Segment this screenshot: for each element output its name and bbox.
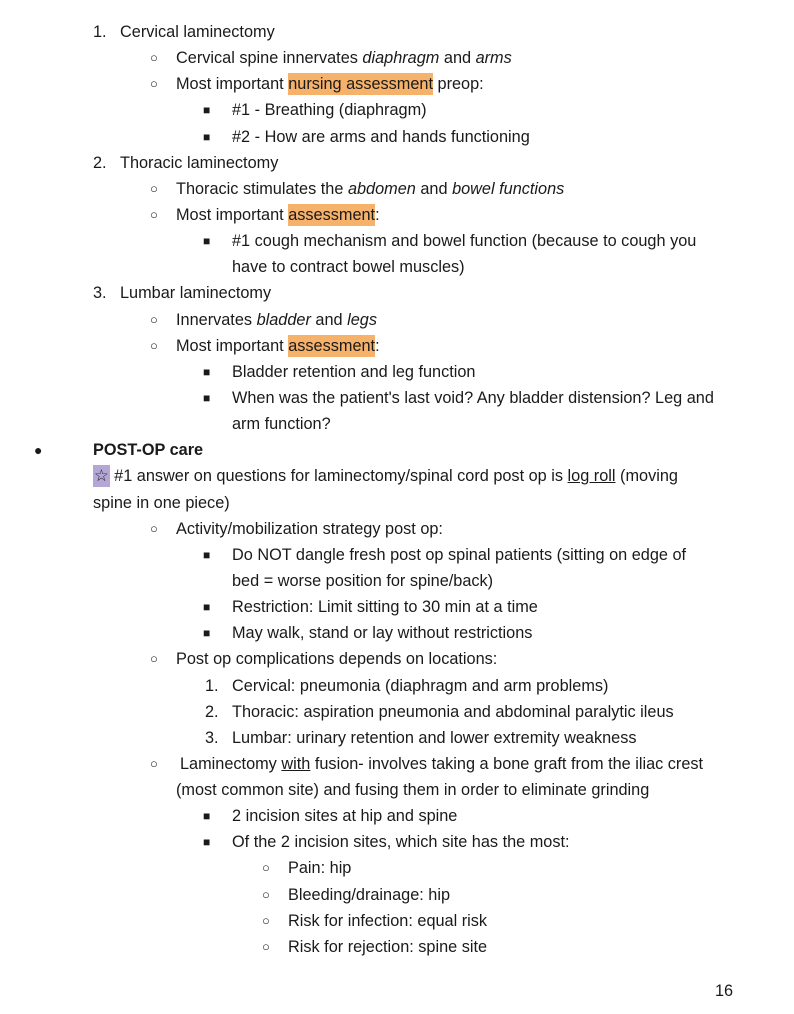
text-segment: #1 answer on questions for laminectomy/spinal cord post op is bbox=[109, 467, 568, 486]
highlighted-text: nursing assessment bbox=[288, 75, 433, 94]
list-item-text bbox=[232, 542, 686, 568]
list-item bbox=[0, 333, 794, 359]
list-item bbox=[0, 228, 794, 254]
list-item bbox=[0, 385, 794, 411]
square-bullet-icon: ■ bbox=[203, 626, 211, 641]
list-item-text bbox=[232, 699, 674, 725]
text-segment: Cervical laminectomy bbox=[120, 23, 275, 41]
list-item-text bbox=[232, 594, 538, 620]
text-segment: with bbox=[281, 754, 311, 773]
text-segment: Do NOT dangle fresh post op spinal patients (sitting on edge of bbox=[232, 545, 687, 564]
text-segment: Innervates bbox=[176, 310, 257, 329]
list-item bbox=[0, 307, 794, 333]
text-segment: Most important bbox=[176, 205, 289, 224]
text-segment: bowel functions bbox=[452, 179, 565, 198]
list-item bbox=[0, 437, 794, 463]
list-item-text bbox=[93, 490, 230, 516]
text-segment: #2 - How are arms and hands functioning bbox=[232, 127, 530, 146]
text-segment: : bbox=[375, 205, 380, 224]
text-segment: Thoracic stimulates the bbox=[176, 179, 348, 198]
list-item-text bbox=[176, 71, 484, 97]
text-segment: Risk for infection: equal risk bbox=[288, 911, 488, 930]
list-item bbox=[0, 463, 794, 489]
circle-bullet-icon: ○ bbox=[150, 206, 158, 222]
list-item bbox=[0, 254, 794, 280]
list-item bbox=[0, 934, 794, 960]
list-item-text bbox=[288, 882, 450, 908]
text-segment: diaphragm bbox=[362, 49, 440, 68]
circle-bullet-icon: ○ bbox=[150, 180, 158, 196]
square-bullet-icon: ■ bbox=[203, 364, 211, 379]
text-segment: Activity/mobilization strategy post op: bbox=[176, 519, 443, 538]
list-item-text bbox=[120, 150, 278, 176]
list-item bbox=[0, 202, 794, 228]
text-segment: spine in one piece) bbox=[93, 493, 230, 512]
circle-bullet-icon: ○ bbox=[150, 651, 158, 667]
square-bullet-icon: ■ bbox=[203, 103, 211, 118]
square-bullet-icon: ■ bbox=[203, 600, 211, 615]
text-segment: May walk, stand or lay without restrictions bbox=[232, 624, 533, 643]
text-segment: Cervical: pneumonia (diaphragm and arm problems) bbox=[232, 676, 609, 695]
list-item-text bbox=[288, 855, 351, 881]
text-segment: When was the patient's last void? Any bladder distension? Leg and bbox=[232, 388, 714, 407]
list-item bbox=[0, 150, 794, 176]
square-bullet-icon: ■ bbox=[203, 234, 211, 249]
list-item bbox=[0, 516, 794, 542]
list-item bbox=[0, 725, 794, 751]
list-item-text bbox=[232, 411, 331, 437]
text-segment: and bbox=[310, 310, 348, 329]
list-item-text bbox=[93, 463, 678, 489]
text-segment: #1 cough mechanism and bowel function (because to cough you bbox=[232, 232, 697, 251]
circle-bullet-icon: ○ bbox=[262, 886, 270, 902]
list-item bbox=[0, 568, 794, 594]
list-item bbox=[0, 19, 794, 45]
text-segment: (moving bbox=[615, 467, 678, 486]
text-segment: legs bbox=[347, 310, 377, 329]
page-number: 16 bbox=[715, 982, 734, 1000]
list-item bbox=[0, 359, 794, 385]
list-item bbox=[0, 699, 794, 725]
list-item-text bbox=[176, 176, 564, 202]
list-item bbox=[0, 751, 794, 777]
text-segment: Post op complications depends on locations: bbox=[176, 650, 498, 669]
text-segment: and bbox=[415, 179, 453, 198]
text-segment: POST-OP care bbox=[93, 441, 204, 460]
square-bullet-icon: ■ bbox=[203, 129, 211, 144]
list-item bbox=[0, 411, 794, 437]
list-item bbox=[0, 97, 794, 123]
circle-bullet-icon: ○ bbox=[150, 311, 158, 327]
list-item bbox=[0, 594, 794, 620]
list-number: 3. bbox=[205, 728, 219, 747]
text-segment: Bladder retention and leg function bbox=[232, 362, 476, 381]
list-item-text bbox=[180, 751, 703, 777]
square-bullet-icon: ■ bbox=[203, 835, 211, 850]
list-item-text bbox=[176, 777, 649, 803]
text-segment: (most common site) and fusing them in order to eliminate grinding bbox=[176, 781, 650, 800]
dot-bullet-icon: ● bbox=[34, 442, 43, 459]
list-item bbox=[0, 280, 794, 306]
list-item-text bbox=[288, 934, 487, 960]
text-segment: Lumbar: urinary retention and lower extremity weakness bbox=[232, 728, 637, 747]
list-number: 2. bbox=[93, 153, 107, 172]
text-segment: abdomen bbox=[347, 179, 416, 198]
list-item bbox=[0, 673, 794, 699]
text-segment: Bleeding/drainage: hip bbox=[288, 885, 451, 904]
list-item bbox=[0, 777, 794, 803]
text-segment: #1 - Breathing (diaphragm) bbox=[232, 101, 427, 120]
list-item bbox=[0, 882, 794, 908]
star-icon: ☆ bbox=[94, 467, 109, 486]
text-segment: log roll bbox=[567, 467, 616, 486]
text-segment: Of the 2 incision sites, which site has the most: bbox=[232, 833, 570, 852]
text-segment: arm function? bbox=[232, 415, 331, 434]
list-item-text bbox=[176, 202, 380, 228]
text-segment: Risk for rejection: spine site bbox=[288, 937, 488, 956]
list-item bbox=[0, 855, 794, 881]
circle-bullet-icon: ○ bbox=[150, 50, 158, 66]
text-segment: Pain: hip bbox=[288, 859, 352, 878]
square-bullet-icon: ■ bbox=[203, 809, 211, 824]
text-segment: have to contract bowel muscles) bbox=[232, 258, 465, 277]
list-item bbox=[0, 124, 794, 150]
circle-bullet-icon: ○ bbox=[150, 755, 158, 771]
list-item-text bbox=[232, 385, 714, 411]
text-segment: preop: bbox=[433, 75, 484, 94]
list-number: 1. bbox=[93, 23, 107, 41]
list-item-text bbox=[120, 280, 271, 306]
list-item-text bbox=[232, 673, 608, 699]
list-item-text bbox=[120, 19, 275, 45]
circle-bullet-icon: ○ bbox=[150, 520, 158, 536]
text-segment: 2 incision sites at hip and spine bbox=[232, 807, 458, 826]
list-item-text bbox=[232, 359, 476, 385]
list-item-text bbox=[93, 437, 203, 463]
text-segment: bed = worse position for spine/back) bbox=[232, 571, 494, 590]
list-number: 2. bbox=[205, 702, 219, 721]
square-bullet-icon: ■ bbox=[203, 390, 211, 405]
text-segment: and bbox=[439, 49, 476, 68]
list-item-text bbox=[176, 646, 497, 672]
list-item bbox=[0, 490, 794, 516]
list-item-text bbox=[288, 908, 487, 934]
text-segment: Cervical spine innervates bbox=[176, 49, 363, 68]
text-segment: fusion- involves taking a bone graft from the iliac crest bbox=[310, 754, 704, 773]
square-bullet-icon: ■ bbox=[203, 547, 211, 562]
list-number: 3. bbox=[93, 284, 107, 303]
text-segment: : bbox=[375, 336, 380, 355]
text-segment: Lumbar laminectomy bbox=[120, 284, 272, 303]
list-item-text bbox=[232, 725, 637, 751]
list-item bbox=[0, 829, 794, 855]
list-item bbox=[0, 646, 794, 672]
highlighted-text: assessment bbox=[288, 336, 376, 355]
text-segment: Laminectomy bbox=[180, 754, 282, 773]
text-segment: Restriction: Limit sitting to 30 min at a time bbox=[232, 598, 538, 617]
list-item bbox=[0, 45, 794, 71]
list-item-text bbox=[232, 803, 457, 829]
circle-bullet-icon: ○ bbox=[150, 76, 158, 92]
list-item-text bbox=[176, 45, 512, 71]
list-item bbox=[0, 542, 794, 568]
text-segment: Thoracic laminectomy bbox=[120, 153, 279, 172]
text-segment: bladder bbox=[256, 310, 311, 329]
list-item-text bbox=[232, 124, 530, 150]
list-item bbox=[0, 620, 794, 646]
text-segment: Most important bbox=[176, 336, 289, 355]
text-segment: Thoracic: aspiration pneumonia and abdominal paralytic ileus bbox=[232, 702, 674, 721]
list-item bbox=[0, 908, 794, 934]
circle-bullet-icon: ○ bbox=[262, 860, 270, 876]
list-item-text bbox=[176, 333, 380, 359]
list-item bbox=[0, 71, 794, 97]
list-item-text bbox=[232, 254, 465, 280]
list-item-text bbox=[176, 307, 377, 333]
list-item-text bbox=[232, 620, 532, 646]
list-item bbox=[0, 176, 794, 202]
list-item-text bbox=[176, 516, 443, 542]
circle-bullet-icon: ○ bbox=[262, 912, 270, 928]
highlighted-text: assessment bbox=[288, 205, 376, 224]
circle-bullet-icon: ○ bbox=[262, 938, 270, 954]
circle-bullet-icon: ○ bbox=[150, 337, 158, 353]
list-item-text bbox=[232, 568, 493, 594]
list-item bbox=[0, 803, 794, 829]
list-item-text bbox=[232, 829, 570, 855]
list-item-text bbox=[232, 228, 696, 254]
text-segment: Most important bbox=[176, 75, 289, 94]
text-segment: arms bbox=[475, 49, 512, 68]
list-item-text bbox=[232, 97, 427, 123]
list-number: 1. bbox=[205, 676, 219, 695]
